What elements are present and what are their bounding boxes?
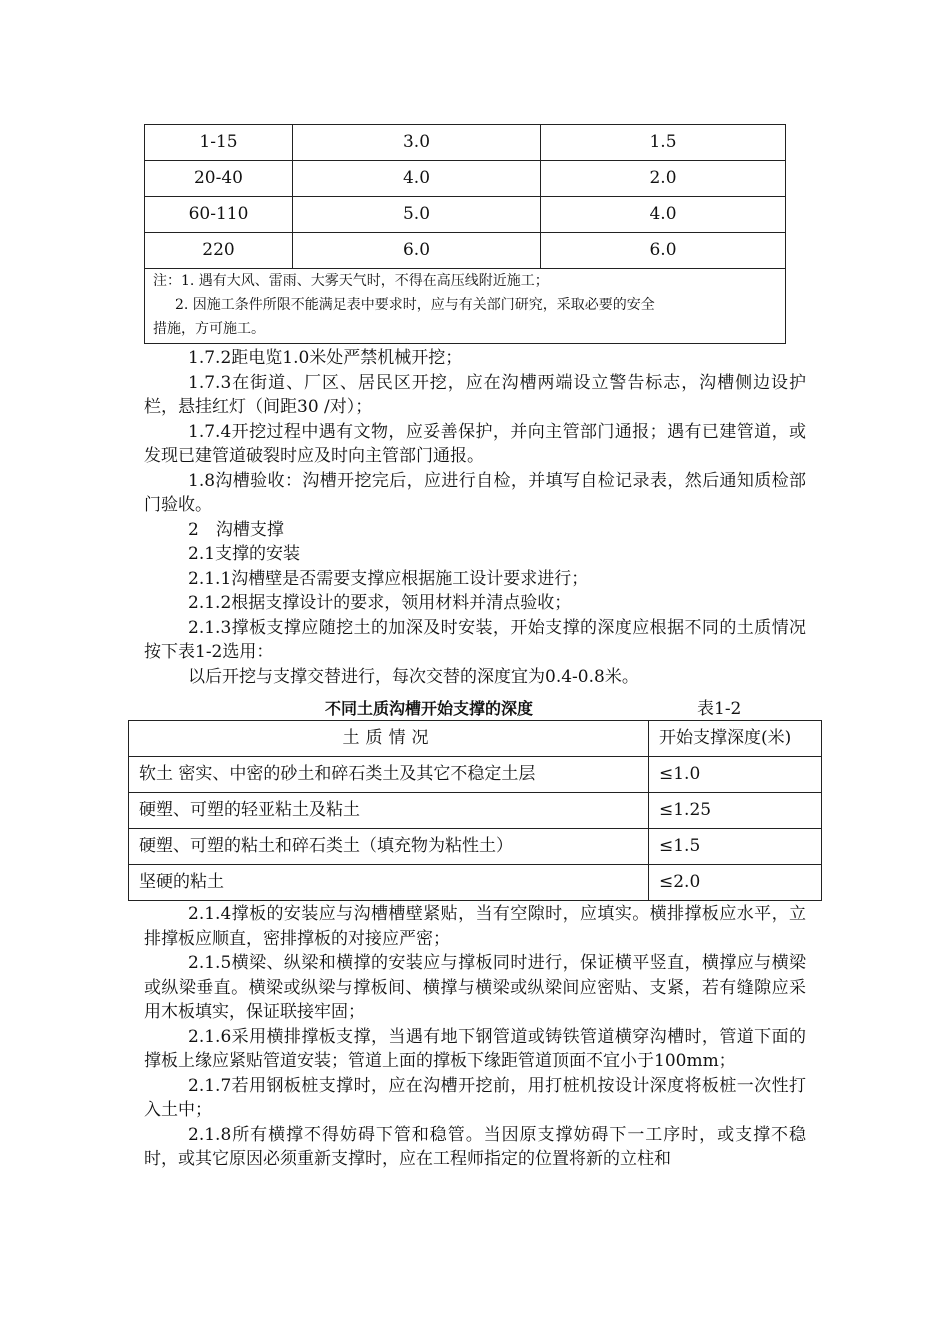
paragraph: 2.1.2根据支撑设计的要求，领用材料并清点验收； [188, 593, 572, 613]
table-row [145, 161, 786, 197]
body-text-after [144, 902, 806, 1172]
table-cell: 220 [145, 233, 293, 269]
paragraph: 2.1.4撑板的安装应与沟槽槽壁紧贴，当有空隙时，应填实。横排撑板应水平，立排撑板应顺直，密排撑板的对接应严密； [144, 904, 806, 949]
header-cell: 开始支撑深度(米) [649, 721, 822, 757]
table-cell: ≤1.5 [649, 829, 822, 865]
table-cell: 20-40 [145, 161, 293, 197]
clearance-table [144, 124, 786, 344]
note-line-1: 注：1. 遇有大风、雷雨、大雾天气时，不得在高压线附近施工； [153, 273, 549, 289]
table-cell: 60-110 [145, 197, 293, 233]
table-row [145, 197, 786, 233]
paragraph: 1.7.2距电览1.0米处严禁机械开挖； [188, 348, 463, 368]
table-note [145, 269, 786, 344]
table-cell: 4.0 [541, 197, 786, 233]
table-row [129, 757, 822, 793]
table-cell: 硬塑、可塑的轻亚粘土及粘土 [129, 793, 649, 829]
table-cell: 6.0 [293, 233, 541, 269]
note-line-2: 2. 因施工条件所限不能满足表中要求时，应与有关部门研究，采取必要的安全 [175, 297, 655, 313]
support-depth-table [128, 720, 822, 901]
paragraph: 以后开挖与支撑交替进行，每次交替的深度宜为0.4-0.8米。 [188, 666, 639, 687]
table-cell: 2.0 [541, 161, 786, 197]
table-row [145, 233, 786, 269]
table-cell: ≤1.25 [649, 793, 822, 829]
table-cell: ≤1.0 [649, 757, 822, 793]
table-caption [144, 698, 806, 720]
paragraph: 1.7.3在街道、厂区、居民区开挖，应在沟槽两端设立警告标志，沟槽侧边设护栏，悬挂红灯（间距30 /对）； [144, 372, 806, 417]
table-number: 表1-2 [697, 699, 742, 719]
table-note-row [145, 269, 786, 344]
table-cell: 6.0 [541, 233, 786, 269]
table-cell: 坚硬的粘土 [129, 865, 649, 901]
paragraph: 1.7.4开挖过程中遇有文物，应妥善保护，并向主管部门通报；遇有已建管道，或发现已建管道破裂时应及时向主管部门通报。 [144, 421, 806, 466]
header-cell: 土质情况 [129, 721, 649, 757]
table-cell: 3.0 [293, 125, 541, 161]
table-cell: 硬塑、可塑的粘土和碎石类土（填充物为粘性土） [129, 829, 649, 865]
table-title: 不同土质沟槽开始支撑的深度 [325, 699, 534, 718]
table-row [145, 125, 786, 161]
paragraph: 2.1.1沟槽壁是否需要支撑应根据施工设计要求进行； [188, 568, 589, 589]
subsection-heading: 2.1支撑的安装 [188, 544, 301, 564]
table-row [129, 793, 822, 829]
table-cell: 软土 密实、中密的砂土和碎石类土及其它不稳定土层 [129, 757, 649, 793]
table-cell: ≤2.0 [649, 865, 822, 901]
body-text-before [144, 346, 806, 689]
paragraph: 2.1.3撑板支撑应随挖土的加深及时安装，开始支撑的深度应根据不同的土质情况按下表1-2选用： [144, 617, 806, 662]
table-cell: 4.0 [293, 161, 541, 197]
section-heading: 2 沟槽支撑 [188, 519, 284, 540]
paragraph: 2.1.8所有横撑不得妨碍下管和稳管。当因原支撑妨碍下一工序时，或支撑不稳时，或其它原因必须重新支撑时，应在工程师指定的位置将新的立柱和 [144, 1124, 806, 1169]
paragraph: 2.1.7若用钢板桩支撑时，应在沟槽开挖前，用打桩机按设计深度将板桩一次性打入土中； [144, 1075, 806, 1120]
table-header-row [129, 721, 822, 757]
paragraph: 1.8沟槽验收：沟槽开挖完后，应进行自检，并填写自检记录表，然后通知质检部门验收。 [144, 470, 806, 515]
paragraph: 2.1.6采用横排撑板支撑，当遇有地下钢管道或铸铁管道横穿沟槽时，管道下面的撑板上缘应紧贴管道安装；管道上面的撑板下缘距管道顶面不宜小于100mm； [144, 1026, 806, 1071]
note-line-3: 措施，方可施工。 [153, 321, 265, 337]
table-row [129, 865, 822, 901]
table-cell: 1.5 [541, 125, 786, 161]
paragraph: 2.1.5横梁、纵梁和横撑的安装应与撑板同时进行，保证横平竖直，横撑应与横梁或纵梁垂直。横梁或纵梁与撑板间、横撑与横梁或纵梁间应密贴、支紧，若有缝隙应采用木板填实，保证联接牢固； [144, 953, 806, 1022]
table-cell: 5.0 [293, 197, 541, 233]
table-cell: 1-15 [145, 125, 293, 161]
table-row [129, 829, 822, 865]
